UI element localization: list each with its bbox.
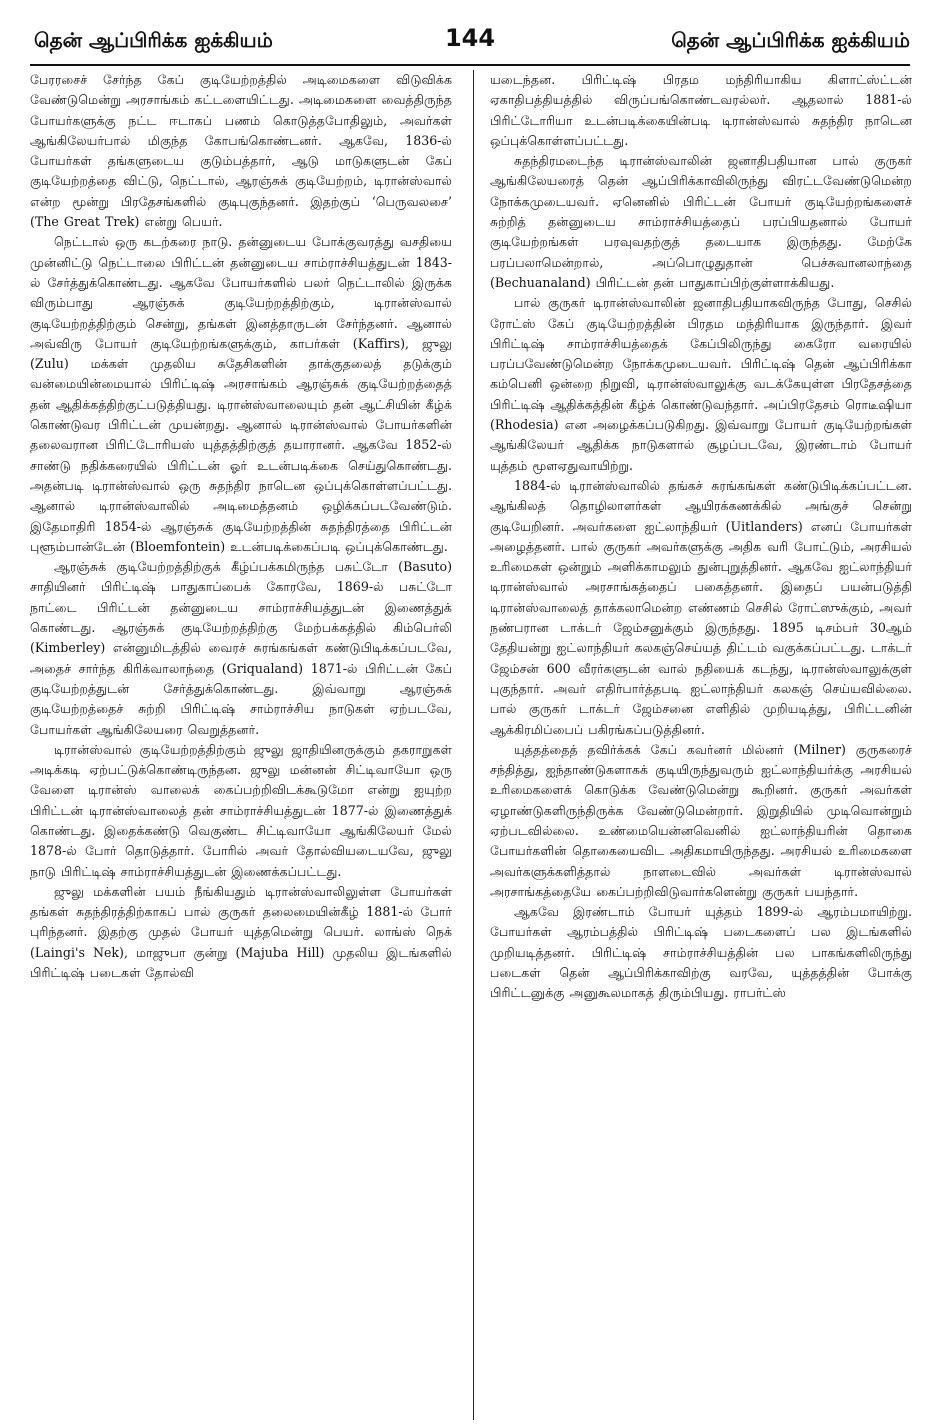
paragraph: பால் குருகர் டிரான்ஸ்வாலின் ஜனாதிபதியாகவிருந்த போது, செசில் ரோட்ஸ் கேப் குடியேற்றத்தின் பிரதம மந்திரியாக இருந்தார். இவர் பிரிட்டிஷ் சாம்ராச்சியத்தைக் கேப்பிலிருந்து கைரோ வரையில் பரப்பவேண்டுமென்ற நோக்கமுடையவர். பிரிட்டிஷ் தென் ஆப்பிரிக்கா கம்பெனி ஒன்றை நிறுவி, டிரான்ஸ்வாலுக்கு வடக்கேயுள்ள பிரதேசத்தை பிரிட்டிஷ் ஆதிக்கத்தின் கீழ்க் கொண்டுவந்தார். அப்பிரதேசம் ரொடீஷியா (Rhodesia) என அழைக்கப்படுகிறது. இவ்வாறு போயர் குடியேற்றங்கள் ஆங்கிலேயர் ஆதிக்க நாடுகளால் சூழப்படவே, இரண்டாம் போயர் யுத்தம் மூளஏதுவாயிற்று. xyxy=(490,295,912,473)
running-head-left: தென் ஆப்பிரிக்க ஐக்கியம் xyxy=(34,28,273,52)
page-number: 144 xyxy=(444,24,496,52)
paragraph: சுதந்திரமடைந்த டிரான்ஸ்வாலின் ஜனாதிபதியான பால் குருகர் ஆங்கிலேயரைத் தென் ஆப்பிரிக்காவிலிருந்து விரட்டவேண்டுமென்ற நோக்கமுடையவர். ஏனெனில் பிரிட்டன் போயர் குடியேற்றங்களைச் சுற்றித் தன்னுடைய சாம்ராச்சியத்தைப் பரப்பியதனால் போயர் குடியேற்றங்கள் பரவுவதற்குத் தடையாக இருந்தது. மேற்கே பரப்பலாமென்றால், அப்பொழுதுதான் பெச்சுவானலாந்தை (Bechuanaland) பிரிட்டன் தன் பாதுகாப்பிற்குள்ளாக்கியது. xyxy=(490,153,912,290)
paragraph: 1884-ல் டிரான்ஸ்வாலில் தங்கச் சுரங்கங்கள் கண்டுபிடிக்கப்பட்டன. ஆங்கிலத் தொழிலாளர்கள் ஆயிரக்கணக்கில் அங்குச் சென்று குடியேறினர். அவர்களை ஐட்லாந்தியர் (Uitlanders) எனப் போயர்கள் அழைத்தனர். பால் குருகர் அவர்களுக்கு அதிக வரி போட்டும், அரசியல் உரிமைகள் ஒன்றும் அளிக்காமலும் துன்புறுத்தினர். ஆகவே ஐட்லாந்தியர் டிரான்ஸ்வால் அரசாங்கத்தைப் பகைத்தனர். இதைப் பயன்படுத்தி டிரான்ஸ்வாலைத் தாக்கலாமென்ற எண்ணம் செசில் ரோட்ஸுக்கும், அவர் நண்பரான டாக்டர் ஜேம்சனுக்கும் இருந்தது. 1895 டிசம்பர் 30ஆம் தேதியன்று ஐட்லாந்தியர் கலகஞ்செய்யத் திட்டம் வகுக்கப்பட்டது. டாக்டர் ஜேம்சன் 600 வீரர்களுடன் வால் நதியைக் கடந்து, டிரான்ஸ்வாலுக்குள் புகுந்தார். அவர் எதிர்பார்த்தபடி ஐட்லாந்தியர் கலகஞ் செய்யவில்லை. பால் குருகர் டாக்டர் ஜேம்சனை எளிதில் முறியடித்து, பிரிட்டனின் ஆக்கிரமிப்பைப் பகிரங்கப்படுத்தினர். xyxy=(490,477,912,737)
paragraph: டிரான்ஸ்வால் குடியேற்றத்திற்கும் ஜுலு ஜாதியினருக்கும் தகராறுகள் அடிக்கடி ஏற்பட்டுக்கொண்டிருந்தன. ஜுலு மன்னன் சிட்டிவாயோ ஒரு வேளை டிரான்ஸ் வாலைக் கைப்பற்றிவிடக்கூடுமோ என்று ஐயுற்ற பிரிட்டன் டிரான்ஸ்வாலைத் தன் சாம்ராச்சியத்துடன் 1877-ல் இணைத்துக் கொண்டது. இதைக்கண்டு வெகுண்ட சிட்டிவாயோ ஆங்கிலேயர் மேல் 1878-ல் போர் தொடுத்தார். போரில் அவர் தோல்வியடையவே, ஜுலு நாடு பிரிட்டிஷ் சாம்ராச்சியத்துடன் இணைக்கப்பட்டது. xyxy=(30,741,452,879)
paragraph: நெட்டால் ஒரு கடற்கரை நாடு. தன்னுடைய போக்குவரத்து வசதியை முன்னிட்டு நெட்டாலை பிரிட்டன் தன்னுடைய சாம்ராச்சியத்துடன் 1843-ல் சேர்த்துக்கொண்டது. ஆகவே போயர்களில் பலர் நெட்டாலில் இருக்க விரும்பாது ஆரஞ்சுக் குடியேற்றத்திற்கும், டிரான்ஸ்வால் குடியேற்றத்திற்கும் சென்று, தங்கள் இனத்தாருடன் சேர்ந்தனர். ஆனால் அவ்விரு போயர் குடியேற்றங்களுக்கும், காபர்கள் (Kaffirs), ஜுலு (Zulu) மக்கள் முதலிய சுதேசிகளின் தாக்குதலைத் தடுக்கும் வன்மையின்மையால் பிரிட்டிஷ் அரசாங்கம் ஆரஞ்சுக் குடியேற்றத்தைத் தன் ஆதிக்கத்திற்குட்படுத்தியது. டிரான்ஸ்வாலையும் தன் ஆட்சியின் கீழ்க் கொண்டுவர பிரிட்டன் முயன்றது. ஆனால் டிரான்ஸ்வால் போயர்களின் தலைவரான பிரிட்டோரியஸ் யுத்தத்திற்குத் தயாரானர். ஆகவே 1852-ல் சாண்டு நதிக்கரையில் பிரிட்டன் ஓர் உடன்படிக்கை செய்துகொண்டது. அதன்படி டிரான்ஸ்வால் ஒரு சுதந்திர நாடென ஒப்புக்கொள்ளப்பட்டது. ஆனால் டிரான்ஸ்வாலில் அடிமைத்தனம் ஒழிக்கப்படவேண்டும். இதேமாதிரி 1854-ல் ஆரஞ்சுக் குடியேற்றத்தின் சுதந்திரத்தை பிரிட்டன் புளூம்பான்டேன் (Bloemfontein) உடன்படிக்கைப்படி ஒப்புக்கொண்டது. xyxy=(30,234,452,554)
header-rule xyxy=(30,64,910,66)
paragraph: ஆகவே இரண்டாம் போயர் யுத்தம் 1899-ல் ஆரம்பமாயிற்று. போயர்கள் ஆரம்பத்தில் பிரிட்டிஷ் படைகளைப் பல இடங்களில் முறியடித்தனர். பிரிட்டிஷ் சாம்ராச்சியத்தின் பல பாகங்களிலிருந்து படைகள் தென் ஆப்பிரிக்காவிற்கு வரவே, யுத்தத்தின் போக்கு பிரிட்டனுக்கு அனுகூலமாகத் திரும்பியது. ராபர்ட்ஸ் xyxy=(490,904,912,1001)
left-column xyxy=(30,70,452,1420)
paragraph: ஜுலு மக்களின் பயம் நீங்கியதும் டிரான்ஸ்வாலிலுள்ள போயர்கள் தங்கள் சுதந்திரத்திற்காகப் பால் குருகர் தலைமையின்கீழ் 1881-ல் போர் புரிந்தனர். இதற்கு முதல் போயர் யுத்தமென்று பெயர். லாங்ஸ் நெக் (Laingi's Nek), மாஜுபா குன்று (Majuba Hill) முதலிய இடங்களில் பிரிட்டிஷ் படைகள் தோல்வி xyxy=(30,883,452,981)
paragraph: யடைந்தன. பிரிட்டிஷ் பிரதம மந்திரியாகிய கிளாட்ஸ்ட்டன் ஏகாதிபத்தியத்தில் விருப்பங்கொண்டவரல்லர். ஆதலால் 1881-ல் பிரிட்டோரியா உடன்படிக்கையின்படி டிரான்ஸ்வால் சுதந்திர நாடென ஒப்புக்கொள்ளப்பட்டது. xyxy=(490,72,912,148)
paragraph: ஆரஞ்சுக் குடியேற்றத்திற்குக் கீழ்ப்பக்கமிருந்த பசுட்டோ (Basuto) சாதியினர் பிரிட்டிஷ் பாதுகாப்பைக் கோரவே, 1869-ல் பசுட்டோ நாட்டை பிரிட்டன் தன்னுடைய சாம்ராச்சியத்துடன் இணைத்துக் கொண்டது. ஆரஞ்சுக் குடியேற்றத்திற்கு மேற்பக்கத்தில் கிம்பெர்லி (Kimberley) என்னுமிடத்தில் வைரச் சுரங்கங்கள் கண்டுபிடிக்கப்படவே, அதைச் சார்ந்த கிரிக்வாலாந்தை (Griqualand) 1871-ல் பிரிட்டன் கேப் குடியேற்றத்துடன் சேர்த்துக்கொண்டது. இவ்வாறு ஆரஞ்சுக் குடியேற்றத்தைச் சுற்றி பிரிட்டிஷ் சாம்ராச்சிய நாடுகள் ஏற்படவே, போயர்கள் ஆங்கிலேயரை வெறுத்தனர். xyxy=(30,559,452,737)
running-head-right: தென் ஆப்பிரிக்க ஐக்கியம் xyxy=(671,28,910,52)
paragraph: யுத்தத்தைத் தவிர்க்கக் கேப் கவர்னர் மில்னர் (Milner) குருகரைச் சந்தித்து, ஐந்தாண்டுகளாகக் குடியிருந்துவரும் ஐட்லாந்தியர்க்கு அரசியல் உரிமைகளைக் கொடுக்க வேண்டுமென்று கூறினர். குருகர் அவர்கள் ஏழாண்டுகளிருந்திருக்க வேண்டுமென்றார். இறுதியில் முடிவொன்றும் ஏற்படவில்லை. உண்மையென்னவெனில் ஐட்லாந்தியரின் தொகை போயர்களின் தொகையைவிட அதிகமாயிருந்தது. அரசியல் உரிமைகளை அவர்களுக்களித்தால் நாளடைவில் அவர்கள் டிரான்ஸ்வால் அரசாங்கத்தையே கைப்பற்றிவிடுவார்களென்று குருகர் பயந்தார். xyxy=(490,741,912,899)
page-header xyxy=(0,0,940,62)
right-column xyxy=(490,70,912,1420)
column-divider xyxy=(473,70,474,1420)
paragraph: பேரரசைச் சேர்ந்த கேப் குடியேற்றத்தில் அடிமைகளை விடுவிக்க வேண்டுமென்று அரசாங்கம் கட்டளையிட்டது. அடிமைகளை வைத்திருந்த போயர்களுக்கு நட்ட ஈடாகப் பணம் கொடுத்தபோதிலும், அவர்கள் ஆங்கிலேயர்பால் மிகுந்த கோபங்கொண்டனர். ஆகவே, 1836-ல் போயர்கள் தங்களுடைய குடும்பத்தார், ஆடு மாடுகளுடன் கேப் குடியேற்றத்தை விட்டு, நெட்டால், ஆரஞ்சுக் குடியேற்றம், டிரான்ஸ்வால் என்ற மூன்று பிரதேசங்களில் குடிபுகுந்தனர். இதற்குப் ‘பெருவலசை’ (The Great Trek) என்று பெயர். xyxy=(30,72,452,230)
